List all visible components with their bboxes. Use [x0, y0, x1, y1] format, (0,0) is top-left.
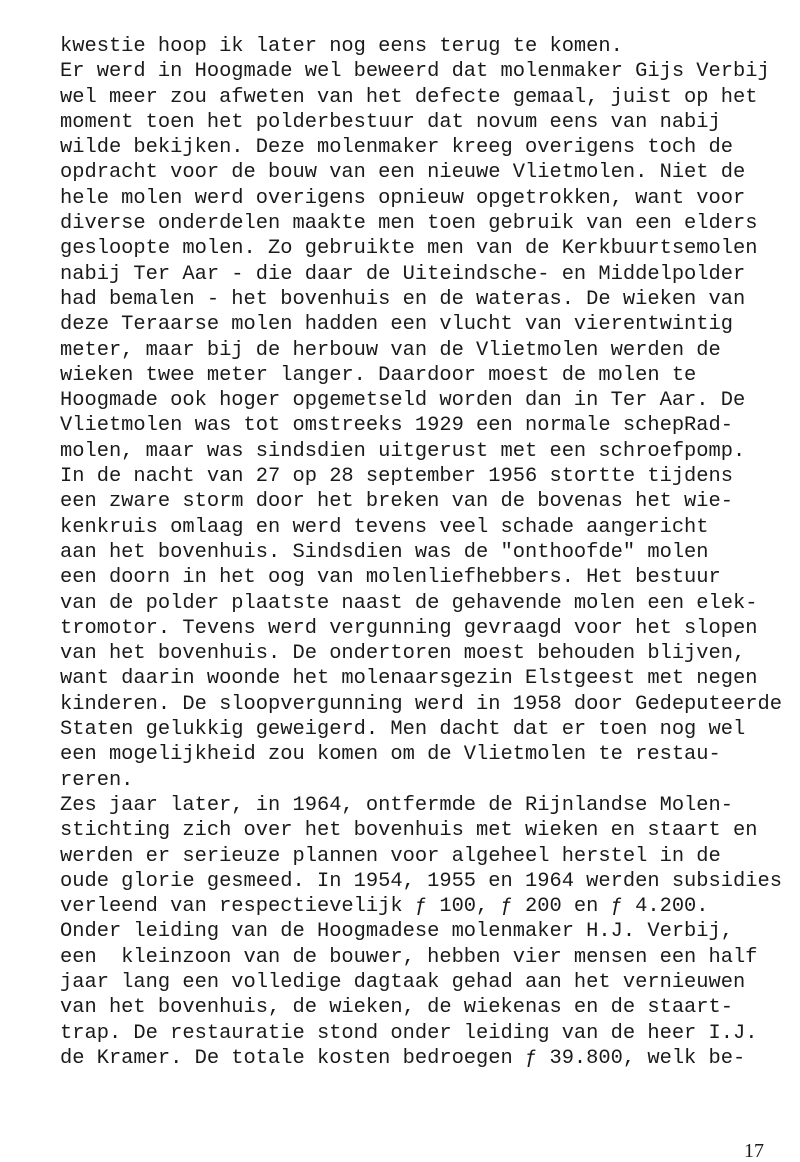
- text-line-15: Hoogmade ook hoger opgemetseld worden dan in Ter Aar. De: [60, 389, 746, 413]
- text-line-31: Zes jaar later, in 1964, ontfermde de Rijnlandse Molen-: [60, 793, 734, 817]
- page-number: 17: [744, 1140, 764, 1162]
- text-line-01: kwestie hoop ik later nog eens terug te komen.: [60, 35, 623, 58]
- text-line-16: Vlietmolen was tot omstreeks 1929 een normale schepRad-: [60, 414, 734, 438]
- text-line-20: kenkruis omlaag en werd tevens veel schade aangericht: [60, 515, 709, 539]
- text-line-18: In de nacht van 27 op 28 september 1956 stortte tijdens: [60, 465, 734, 489]
- text-line-21: aan het bovenhuis. Sindsdien was de "onthoofde" molen: [60, 540, 709, 564]
- text-line-28: Staten gelukkig geweigerd. Men dacht dat er toen nog wel: [60, 718, 746, 742]
- text-line-14: wieken twee meter langer. Daardoor moest de molen te: [60, 363, 697, 387]
- text-line-32: stichting zich over het bovenhuis met wieken en staart en: [60, 819, 758, 843]
- text-line-03: wel meer zou afweten van het defecte gemaal, juist op het: [60, 85, 758, 109]
- text-line-38: jaar lang een volledige dagtaak gehad aan het vernieuwen: [60, 970, 746, 994]
- text-line-30: reren.: [60, 768, 134, 792]
- text-line-39: van het bovenhuis, de wieken, de wiekenas en de staart-: [60, 996, 734, 1020]
- text-line-19: een zware storm door het breken van de bovenas het wie-: [60, 490, 734, 514]
- text-line-11: had bemalen - het bovenhuis en de wateras. De wieken van: [60, 287, 746, 311]
- text-line-04: moment toen het polderbestuur dat novum eens van nabij: [60, 110, 721, 134]
- text-line-24: tromotor. Tevens werd vergunning gevraagd voor het slopen: [60, 616, 758, 640]
- text-line-37: een kleinzoon van de bouwer, hebben vier mensen een half: [60, 945, 758, 969]
- document-body: [60, 34, 800, 1071]
- text-line-33: werden er serieuze plannen voor algeheel herstel in de: [60, 844, 721, 868]
- text-line-29: een mogelijkheid zou komen om de Vlietmolen te restau-: [60, 743, 721, 767]
- text-line-12: deze Teraarse molen hadden een vlucht van vierentwintig: [60, 313, 734, 337]
- text-line-07: hele molen werd overigens opnieuw opgetrokken, want voor: [60, 186, 746, 210]
- text-line-02: Er werd in Hoogmade wel beweerd dat molenmaker Gijs Verbij: [60, 60, 770, 84]
- text-line-36: Onder leiding van de Hoogmadese molenmaker H.J. Verbij,: [60, 920, 734, 944]
- text-line-40: trap. De restauratie stond onder leiding van de heer I.J.: [60, 1021, 758, 1045]
- text-line-35: verleend van respectievelijk ƒ 100, ƒ 200 en ƒ 4.200.: [60, 895, 709, 919]
- text-line-06: opdracht voor de bouw van een nieuwe Vlietmolen. Niet de: [60, 161, 746, 185]
- text-line-05: wilde bekijken. Deze molenmaker kreeg overigens toch de: [60, 136, 734, 160]
- text-line-41: de Kramer. De totale kosten bedroegen ƒ 39.800, welk be-: [60, 1046, 746, 1070]
- text-line-23: van de polder plaatste naast de gehavende molen een elek-: [60, 591, 758, 615]
- text-line-08: diverse onderdelen maakte men toen gebruik van een elders: [60, 212, 758, 236]
- text-line-22: een doorn in het oog van molenliefhebbers. Het bestuur: [60, 566, 721, 590]
- text-line-17: molen, maar was sindsdien uitgerust met een schroefpomp.: [60, 439, 746, 463]
- text-line-34: oude glorie gesmeed. In 1954, 1955 en 1964 werden subsidies: [60, 869, 782, 893]
- text-line-25: van het bovenhuis. De ondertoren moest behouden blijven,: [60, 642, 746, 666]
- text-line-09: gesloopte molen. Zo gebruikte men van de Kerkbuurtsemolen: [60, 237, 758, 261]
- text-line-27: kinderen. De sloopvergunning werd in 1958 door Gedeputeerde: [60, 692, 782, 716]
- text-line-26: want daarin woonde het molenaarsgezin Elstgeest met negen: [60, 667, 758, 691]
- text-line-10: nabij Ter Aar - die daar de Uiteindsche- en Middelpolder: [60, 262, 746, 286]
- text-line-13: meter, maar bij de herbouw van de Vlietmolen werden de: [60, 338, 721, 362]
